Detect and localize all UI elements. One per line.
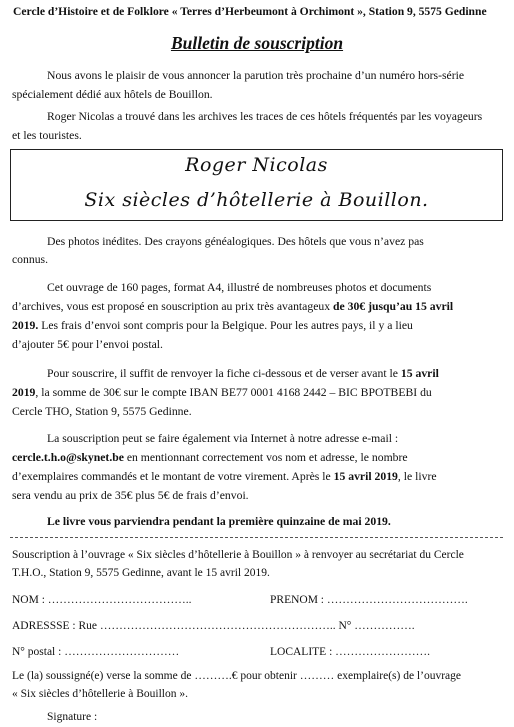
price-deadline: de 30€ jusqu’au 15 avril xyxy=(333,300,454,313)
body-paragraph-5-line-1 xyxy=(47,364,439,383)
cut-line-divider xyxy=(10,537,503,538)
body-paragraph-5-line-3: Cercle THO, Station 9, 5575 Gedinne. xyxy=(12,405,192,418)
body-paragraph-4-line-3 xyxy=(12,316,413,335)
intro-paragraph-1-line-1: Nous avons le plaisir de vous annoncer la parution très prochaine d’un numéro hors-série xyxy=(47,69,465,82)
body-paragraph-6-line-3 xyxy=(12,467,437,486)
payment-deadline-year: 2019 xyxy=(12,386,36,399)
form-intro-line-1: Souscription à l’ouvrage « Six siècles d’hôtellerie à Bouillon » à renvoyer au secrétariat du Cercle xyxy=(12,549,464,561)
body-paragraph-4-line-3-text: Les frais d’envoi sont compris pour la Belgique. Pour les autres pays, il y a lieu xyxy=(38,319,413,332)
intro-paragraph-2-line-2: et les touristes. xyxy=(12,129,82,142)
localite-field[interactable]: LOCALITE : ……………………. xyxy=(270,646,431,658)
book-author: Roger Nicolas xyxy=(185,154,328,176)
adresse-field[interactable]: ADRESSSE : Rue …………………………………………………….. N° ……………. xyxy=(12,620,415,632)
organization-header: Cercle d’Histoire et de Folklore « Terres d’Herbeumont à Orchimont », Station 9, 5575 Gedinne xyxy=(13,5,487,18)
email-link[interactable]: cercle.t.h.o@skynet.be xyxy=(12,451,124,464)
body-paragraph-6-line-2-text: en mentionnant correctement vos nom et adresse, le nombre xyxy=(123,451,408,464)
pledge-line-2: « Six siècles d’hôtellerie à Bouillon ». xyxy=(12,688,188,700)
late-price-date: 15 avril 2019 xyxy=(333,470,398,483)
body-paragraph-5-line-2 xyxy=(12,383,432,402)
pledge-line-1: Le (la) soussigné(e) verse la somme de ……….€ pour obtenir ……… exemplaire(s) de l’ouvrage xyxy=(12,670,461,682)
body-paragraph-6-line-1: La souscription peut se faire également via Internet à notre adresse e-mail : xyxy=(47,432,399,445)
page-title: Bulletin de souscription xyxy=(170,33,344,53)
body-paragraph-6-line-2 xyxy=(12,448,408,467)
body-paragraph-6-line-3-end: , le livre xyxy=(397,470,437,483)
book-title-box xyxy=(10,149,503,221)
body-paragraph-4-line-4: d’ajouter 5€ pour l’envoi postal. xyxy=(12,338,163,351)
body-paragraph-3-line-2: connus. xyxy=(12,253,49,266)
body-paragraph-4-line-2-text: d’archives, vous est proposé en souscription au prix très avantageux xyxy=(12,300,333,313)
body-paragraph-4-line-2 xyxy=(12,297,453,316)
payment-deadline: 15 avril xyxy=(400,367,439,380)
postal-code-field[interactable]: N° postal : ………………………… xyxy=(12,646,180,658)
form-intro-line-2: T.H.O., Station 9, 5575 Gedinne, avant le 15 avril 2019. xyxy=(12,567,270,579)
nom-field[interactable]: NOM : ……………………………….. xyxy=(12,594,192,606)
body-paragraph-3-line-1: Des photos inédites. Des crayons généalogiques. Des hôtels que vous n’avez pas xyxy=(47,235,424,248)
signature-field[interactable]: Signature : xyxy=(47,711,98,723)
delivery-notice: Le livre vous parviendra pendant la première quinzaine de mai 2019. xyxy=(47,515,391,528)
intro-paragraph-1-line-2: spécialement dédié aux hôtels de Bouillon. xyxy=(12,88,213,101)
prenom-field[interactable]: PRENOM : ………………………………. xyxy=(270,594,468,606)
body-paragraph-5-line-1-text: Pour souscrire, il suffit de renvoyer la fiche ci-dessous et de verser avant le xyxy=(47,367,401,380)
body-paragraph-6-line-3-text: d’exemplaires commandés et le montant de votre virement. Après le xyxy=(12,470,334,483)
book-title: Six siècles d’hôtellerie à Bouillon. xyxy=(84,189,429,211)
price-deadline-year: 2019. xyxy=(12,319,39,332)
body-paragraph-4-line-1: Cet ouvrage de 160 pages, format A4, illustré de nombreuses photos et documents xyxy=(47,281,432,294)
body-paragraph-6-line-4: sera vendu au prix de 35€ plus 5€ de frais d’envoi. xyxy=(12,489,249,502)
bank-account-text: , la somme de 30€ sur le compte IBAN BE77 0001 4168 2442 – BIC BPOTBEBI du xyxy=(35,386,432,399)
intro-paragraph-2-line-1: Roger Nicolas a trouvé dans les archives les traces de ces hôtels fréquentés par les voyageurs xyxy=(47,110,483,123)
